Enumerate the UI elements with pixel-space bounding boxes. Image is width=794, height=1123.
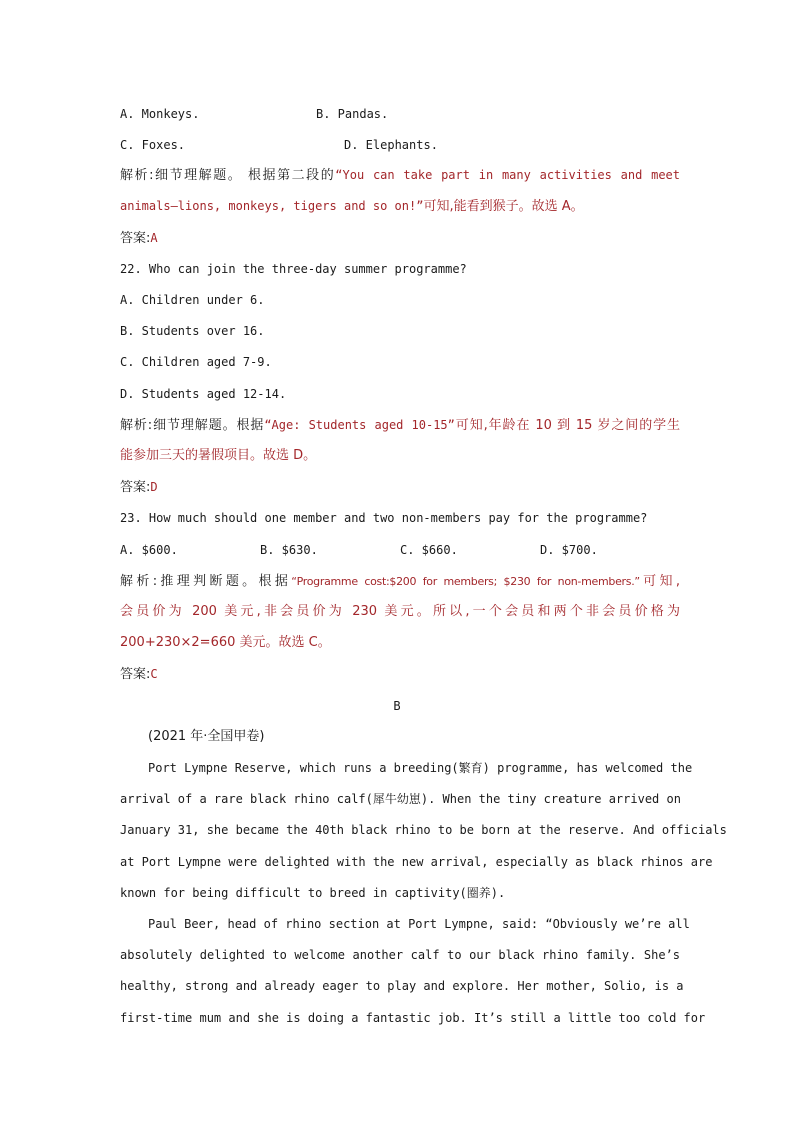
passage-line-1: Port Lympne Reserve, which runs a breeding(繁育) programme, has welcomed the xyxy=(148,761,693,775)
passage-line-4: at Port Lympne were delighted with the new arrival, especially as black rhinos are xyxy=(120,855,713,869)
q23-analysis-quote: “Programme cost:$200 for members; $230 for non-members.” xyxy=(291,575,640,588)
q23-analysis-tail: 可知, xyxy=(639,574,680,589)
q21-option-b: B. Pandas. xyxy=(316,107,389,121)
q22-option-c: C. Children aged 7-9. xyxy=(120,355,272,369)
q22-analysis-tail: 可知,年龄在 10 到 15 岁之间的学生 xyxy=(454,418,680,433)
q22-analysis-quote: “Age: Students aged 10-15” xyxy=(264,418,455,432)
passage-line-8: healthy, strong and already eager to play and explore. Her mother, Solio, is a xyxy=(120,979,684,993)
passage-line-9: first-time mum and she is doing a fantastic job. It’s still a little too cold for xyxy=(120,1011,706,1025)
q22-analysis-line2: 能参加三天的暑假项目。故选 D。 xyxy=(120,448,317,463)
passage-line-3: January 31, she became the 40th black rhino to be born at the reserve. And officials xyxy=(120,823,727,837)
q23-analysis-line3: 200+230×2=660 美元。故选 C。 xyxy=(120,635,331,650)
q21-option-c: C. Foxes. xyxy=(120,138,186,152)
q21-analysis-quote1: “You can take part in many activities and meet xyxy=(335,168,680,182)
q21-answer xyxy=(120,230,680,247)
q22-analysis-line1 xyxy=(120,417,680,434)
q21-analysis-line2 xyxy=(120,198,680,215)
q23-option-a: A. $600. xyxy=(120,543,178,557)
q21-analysis-line1 xyxy=(120,167,680,184)
q21-analysis-tail: 可知,能看到猴子。故选 A。 xyxy=(423,199,584,214)
q21-analysis-label: 解析:细节理解题。 根据第二段的 xyxy=(120,168,336,183)
q23-question: 23. How much should one member and two non-members pay for the programme? xyxy=(120,511,648,525)
q22-option-a: A. Children under 6. xyxy=(120,293,265,307)
q23-analysis-line2: 会员价为 200 美元,非会员价为 230 美元。所以,一个会员和两个非会员价格为 xyxy=(120,604,680,619)
q23-options xyxy=(120,542,680,558)
section-b-heading: B xyxy=(393,699,401,713)
q21-option-a: A. Monkeys. xyxy=(120,107,200,121)
q23-answer-value: C xyxy=(150,667,158,681)
q23-analysis-line1 xyxy=(120,573,680,590)
q21-options-row2 xyxy=(120,137,680,153)
section-b-source: (2021 年·全国甲卷) xyxy=(148,729,265,744)
q22-option-b: B. Students over 16. xyxy=(120,324,265,338)
q22-question: 22. Who can join the three-day summer programme? xyxy=(120,262,467,276)
passage-line-6: Paul Beer, head of rhino section at Port Lympne, said: “Obviously we’re all xyxy=(148,917,690,931)
passage-line-5: known for being difficult to breed in captivity(圈养). xyxy=(120,886,506,900)
q21-analysis-quote2: animals—lions, monkeys, tigers and so on!” xyxy=(120,199,424,213)
passage-line-2: arrival of a rare black rhino calf(犀牛幼崽). When the tiny creature arrived on xyxy=(120,792,681,806)
q22-answer-value: D xyxy=(150,480,158,494)
q23-answer-label: 答案: xyxy=(120,667,151,682)
q23-answer xyxy=(120,666,680,683)
q23-option-d: D. $700. xyxy=(540,543,598,557)
q22-answer xyxy=(120,479,680,496)
q22-analysis-label: 解析:细节理解题。根据 xyxy=(120,418,265,433)
q22-option-d: D. Students aged 12-14. xyxy=(120,387,287,401)
q23-option-c: C. $660. xyxy=(400,543,458,557)
q23-option-b: B. $630. xyxy=(260,543,318,557)
passage-line-7: absolutely delighted to welcome another calf to our black rhino family. She’s xyxy=(120,948,680,962)
q21-option-d: D. Elephants. xyxy=(344,138,438,152)
q21-options-row1 xyxy=(120,106,680,122)
q21-answer-value: A xyxy=(150,231,158,245)
q22-answer-label: 答案: xyxy=(120,480,151,495)
q23-analysis-label: 解析:推理判断题。根据 xyxy=(120,574,292,589)
q21-answer-label: 答案: xyxy=(120,231,151,246)
